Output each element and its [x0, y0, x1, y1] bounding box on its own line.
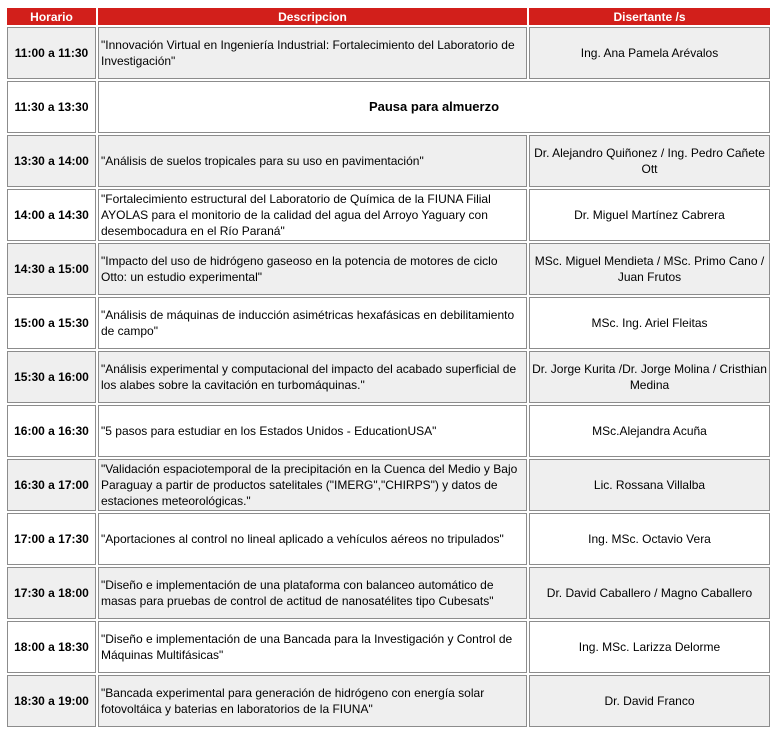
header-time: Horario [7, 8, 96, 25]
header-description: Descripcion [98, 8, 527, 25]
row-time: 17:00 a 17:30 [7, 513, 96, 565]
table-row-lunch [7, 81, 770, 133]
table-row [7, 189, 770, 241]
row-speaker: Ing. Ana Pamela Arévalos [529, 27, 770, 79]
row-description: "Innovación Virtual en Ingeniería Industrial: Fortalecimiento del Laboratorio de Investigación" [98, 27, 527, 79]
row-time: 18:00 a 18:30 [7, 621, 96, 673]
table-row [7, 27, 770, 79]
row-time: 18:30 a 19:00 [7, 675, 96, 727]
row-time: 16:30 a 17:00 [7, 459, 96, 511]
row-time: 15:30 a 16:00 [7, 351, 96, 403]
table-row [7, 459, 770, 511]
lunch-break-label: Pausa para almuerzo [98, 81, 770, 133]
row-time: 15:00 a 15:30 [7, 297, 96, 349]
row-speaker: Ing. MSc. Larizza Delorme [529, 621, 770, 673]
row-time: 13:30 a 14:00 [7, 135, 96, 187]
header-row [7, 8, 770, 25]
row-description: "Análisis de máquinas de inducción asimétricas hexafásicas en debilitamiento de campo" [98, 297, 527, 349]
row-speaker: MSc. Miguel Mendieta / MSc. Primo Cano / Juan Frutos [529, 243, 770, 295]
row-description: "Análisis de suelos tropicales para su uso en pavimentación" [98, 135, 527, 187]
row-description: "Bancada experimental para generación de hidrógeno con energía solar fotovoltáica y baterias en laboratorios de la FIUNA" [98, 675, 527, 727]
row-time: 16:00 a 16:30 [7, 405, 96, 457]
header-speaker: Disertante /s [529, 8, 770, 25]
row-description: "Diseño e implementación de una Bancada para la Investigación y Control de Máquinas Multifásicas" [98, 621, 527, 673]
table-row [7, 621, 770, 673]
row-speaker: Dr. Jorge Kurita /Dr. Jorge Molina / Cristhian Medina [529, 351, 770, 403]
row-description: "5 pasos para estudiar en los Estados Unidos - EducationUSA" [98, 405, 527, 457]
row-time: 11:30 a 13:30 [7, 81, 96, 133]
row-time: 14:30 a 15:00 [7, 243, 96, 295]
table-row [7, 135, 770, 187]
schedule-table [5, 6, 772, 729]
row-description: "Validación espaciotemporal de la precipitación en la Cuenca del Medio y Bajo Paraguay a partir de productos satelitales ("IMERG","CHIRPS") y datos de estaciones meteorológicas." [98, 459, 527, 511]
table-row [7, 243, 770, 295]
row-speaker: MSc. Ing. Ariel Fleitas [529, 297, 770, 349]
table-row [7, 405, 770, 457]
table-row [7, 567, 770, 619]
row-speaker: Dr. Alejandro Quiñonez / Ing. Pedro Cañete Ott [529, 135, 770, 187]
row-speaker: MSc.Alejandra Acuña [529, 405, 770, 457]
table-row [7, 513, 770, 565]
row-description: "Fortalecimiento estructural del Laboratorio de Química de la FIUNA Filial AYOLAS para el monitorio de la calidad del agua del Arroyo Yaguary con desembocadura en el Río Paraná" [98, 189, 527, 241]
row-speaker: Dr. David Franco [529, 675, 770, 727]
row-time: 17:30 a 18:00 [7, 567, 96, 619]
row-description: "Análisis experimental y computacional del impacto del acabado superficial de los alabes sobre la cavitación en turbomáquinas." [98, 351, 527, 403]
row-time: 11:00 a 11:30 [7, 27, 96, 79]
row-speaker: Lic. Rossana Villalba [529, 459, 770, 511]
table-row [7, 297, 770, 349]
row-description: "Impacto del uso de hidrógeno gaseoso en la potencia de motores de ciclo Otto: un estudio experimental" [98, 243, 527, 295]
row-speaker: Ing. MSc. Octavio Vera [529, 513, 770, 565]
row-description: "Diseño e implementación de una plataforma con balanceo automático de masas para pruebas de control de actitud de nanosatélites tipo Cubesats" [98, 567, 527, 619]
row-speaker: Dr. Miguel Martínez Cabrera [529, 189, 770, 241]
table-row [7, 675, 770, 727]
table-row [7, 351, 770, 403]
row-time: 14:00 a 14:30 [7, 189, 96, 241]
row-speaker: Dr. David Caballero / Magno Caballero [529, 567, 770, 619]
row-description: "Aportaciones al control no lineal aplicado a vehículos aéreos no tripulados" [98, 513, 527, 565]
